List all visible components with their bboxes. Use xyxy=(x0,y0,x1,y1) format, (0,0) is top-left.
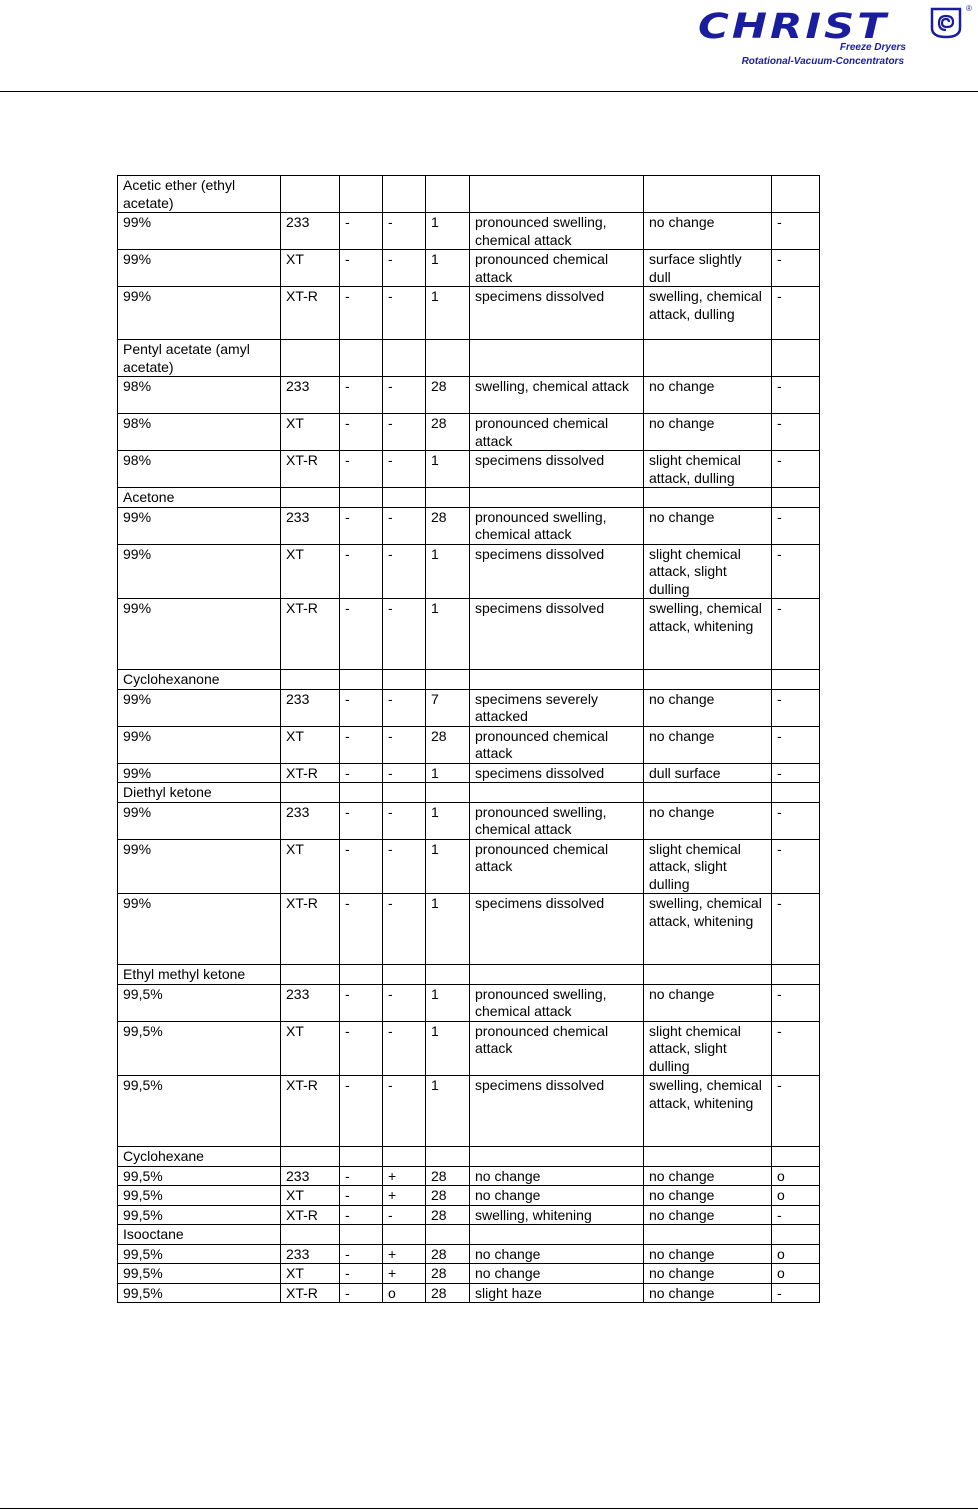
empty-cell xyxy=(772,1225,820,1245)
cell-rating: - xyxy=(772,250,820,287)
empty-cell xyxy=(644,1225,772,1245)
table-row xyxy=(118,507,820,544)
empty-cell xyxy=(281,783,340,803)
page-header xyxy=(0,0,978,92)
cell-col-a: - xyxy=(340,287,383,340)
cell-col-a: - xyxy=(340,377,383,414)
cell-effect-2: no change xyxy=(644,984,772,1021)
cell-effect-2: no change xyxy=(644,1264,772,1284)
cell-col-b: - xyxy=(383,414,426,451)
table-row xyxy=(118,451,820,488)
empty-cell xyxy=(281,1147,340,1167)
cell-col-b: - xyxy=(383,451,426,488)
empty-cell xyxy=(383,965,426,985)
table-row xyxy=(118,1076,820,1147)
cell-concentration: 99,5% xyxy=(118,1244,281,1264)
cell-rating: - xyxy=(772,763,820,783)
cell-col-a: - xyxy=(340,1244,383,1264)
cell-concentration: 99% xyxy=(118,250,281,287)
empty-cell xyxy=(383,176,426,213)
empty-cell xyxy=(383,783,426,803)
empty-cell xyxy=(281,670,340,690)
cell-effect-1: specimens dissolved xyxy=(470,544,644,599)
cell-effect-2: no change xyxy=(644,1244,772,1264)
cell-material: XT xyxy=(281,414,340,451)
table-row xyxy=(118,802,820,839)
cell-material: 233 xyxy=(281,1244,340,1264)
cell-concentration: 99% xyxy=(118,763,281,783)
empty-cell xyxy=(340,488,383,508)
cell-concentration: 99,5% xyxy=(118,1186,281,1206)
cell-col-a: - xyxy=(340,1186,383,1206)
empty-cell xyxy=(644,1147,772,1167)
cell-concentration: 99,5% xyxy=(118,1264,281,1284)
cell-effect-2: no change xyxy=(644,1205,772,1225)
table-row xyxy=(118,599,820,670)
empty-cell xyxy=(470,488,644,508)
cell-concentration: 99% xyxy=(118,894,281,965)
cell-concentration: 99% xyxy=(118,689,281,726)
cell-material: XT-R xyxy=(281,451,340,488)
christ-logo xyxy=(690,4,978,70)
empty-cell xyxy=(644,670,772,690)
cell-effect-1: pronounced chemical attack xyxy=(470,726,644,763)
table-row xyxy=(118,839,820,894)
cell-col-b: - xyxy=(383,287,426,340)
substance-header-row xyxy=(118,176,820,213)
cell-material: XT-R xyxy=(281,1205,340,1225)
empty-cell xyxy=(644,783,772,803)
empty-cell xyxy=(340,176,383,213)
cell-col-b: + xyxy=(383,1166,426,1186)
cell-material: 233 xyxy=(281,984,340,1021)
cell-material: XT xyxy=(281,1264,340,1284)
cell-days: 1 xyxy=(426,599,470,670)
empty-cell xyxy=(426,670,470,690)
empty-cell xyxy=(340,670,383,690)
cell-rating: o xyxy=(772,1244,820,1264)
cell-concentration: 99% xyxy=(118,839,281,894)
empty-cell xyxy=(470,783,644,803)
brand-name: CHRIST xyxy=(698,6,889,47)
empty-cell xyxy=(383,1147,426,1167)
empty-cell xyxy=(644,965,772,985)
empty-cell xyxy=(281,488,340,508)
empty-cell xyxy=(281,965,340,985)
substance-name: Isooctane xyxy=(118,1225,281,1245)
cell-col-b: - xyxy=(383,377,426,414)
substance-header-row xyxy=(118,340,820,377)
cell-col-b: + xyxy=(383,1264,426,1284)
cell-col-b: - xyxy=(383,894,426,965)
cell-col-b: - xyxy=(383,250,426,287)
cell-effect-2: no change xyxy=(644,414,772,451)
cell-material: XT-R xyxy=(281,763,340,783)
empty-cell xyxy=(426,1147,470,1167)
cell-effect-2: no change xyxy=(644,507,772,544)
cell-effect-2: surface slightly dull xyxy=(644,250,772,287)
table-row xyxy=(118,1166,820,1186)
cell-days: 28 xyxy=(426,1186,470,1206)
cell-col-b: - xyxy=(383,763,426,783)
empty-cell xyxy=(470,1147,644,1167)
cell-rating: - xyxy=(772,1076,820,1147)
substance-name: Cyclohexanone xyxy=(118,670,281,690)
cell-concentration: 98% xyxy=(118,414,281,451)
cell-effect-1: no change xyxy=(470,1166,644,1186)
substance-header-row xyxy=(118,965,820,985)
empty-cell xyxy=(426,340,470,377)
empty-cell xyxy=(281,1225,340,1245)
cell-effect-2: slight chemical attack, slight dulling xyxy=(644,1021,772,1076)
cell-col-a: - xyxy=(340,1021,383,1076)
cell-effect-1: swelling, whitening xyxy=(470,1205,644,1225)
cell-rating: - xyxy=(772,213,820,250)
cell-days: 28 xyxy=(426,507,470,544)
empty-cell xyxy=(383,1225,426,1245)
cell-effect-1: swelling, chemical attack xyxy=(470,377,644,414)
cell-col-a: - xyxy=(340,763,383,783)
cell-col-a: - xyxy=(340,1166,383,1186)
cell-days: 1 xyxy=(426,984,470,1021)
cell-material: 233 xyxy=(281,1166,340,1186)
cell-col-b: - xyxy=(383,507,426,544)
cell-rating: - xyxy=(772,507,820,544)
cell-days: 28 xyxy=(426,1264,470,1284)
empty-cell xyxy=(644,340,772,377)
cell-concentration: 99,5% xyxy=(118,1205,281,1225)
empty-cell xyxy=(772,1147,820,1167)
cell-days: 1 xyxy=(426,1021,470,1076)
cell-effect-2: no change xyxy=(644,213,772,250)
table-row xyxy=(118,213,820,250)
cell-effect-1: no change xyxy=(470,1186,644,1206)
empty-cell xyxy=(426,965,470,985)
cell-effect-2: slight chemical attack, slight dulling xyxy=(644,839,772,894)
cell-effect-1: pronounced chemical attack xyxy=(470,1021,644,1076)
empty-cell xyxy=(772,488,820,508)
cell-days: 28 xyxy=(426,726,470,763)
table-row xyxy=(118,763,820,783)
cell-days: 1 xyxy=(426,894,470,965)
empty-cell xyxy=(644,176,772,213)
cell-rating: - xyxy=(772,599,820,670)
cell-effect-1: pronounced swelling, chemical attack xyxy=(470,507,644,544)
cell-rating: - xyxy=(772,894,820,965)
empty-cell xyxy=(340,965,383,985)
cell-col-b: - xyxy=(383,689,426,726)
substance-header-row xyxy=(118,783,820,803)
cell-effect-1: pronounced chemical attack xyxy=(470,250,644,287)
cell-col-b: - xyxy=(383,839,426,894)
cell-concentration: 99,5% xyxy=(118,1076,281,1147)
cell-col-b: - xyxy=(383,544,426,599)
cell-concentration: 99% xyxy=(118,213,281,250)
empty-cell xyxy=(281,340,340,377)
cell-effect-2: no change xyxy=(644,1186,772,1206)
cell-concentration: 99,5% xyxy=(118,1283,281,1303)
cell-col-a: - xyxy=(340,544,383,599)
empty-cell xyxy=(470,176,644,213)
cell-concentration: 98% xyxy=(118,377,281,414)
cell-material: XT xyxy=(281,250,340,287)
table-row xyxy=(118,1021,820,1076)
empty-cell xyxy=(340,783,383,803)
table-row xyxy=(118,1283,820,1303)
table-row xyxy=(118,287,820,340)
cell-col-b: - xyxy=(383,213,426,250)
cell-rating: - xyxy=(772,1021,820,1076)
cell-days: 28 xyxy=(426,1166,470,1186)
table-row xyxy=(118,1205,820,1225)
empty-cell xyxy=(470,670,644,690)
cell-concentration: 99,5% xyxy=(118,1166,281,1186)
cell-concentration: 99% xyxy=(118,802,281,839)
cell-col-b: o xyxy=(383,1283,426,1303)
cell-col-b: - xyxy=(383,599,426,670)
empty-cell xyxy=(383,670,426,690)
cell-rating: - xyxy=(772,1205,820,1225)
cell-rating: - xyxy=(772,1283,820,1303)
cell-effect-2: no change xyxy=(644,1283,772,1303)
swirl-logo-icon xyxy=(928,6,964,40)
substance-name: Ethyl methyl ketone xyxy=(118,965,281,985)
empty-cell xyxy=(281,176,340,213)
cell-material: 233 xyxy=(281,689,340,726)
empty-cell xyxy=(772,965,820,985)
cell-effect-1: no change xyxy=(470,1264,644,1284)
cell-material: XT-R xyxy=(281,894,340,965)
substance-name: Cyclohexane xyxy=(118,1147,281,1167)
cell-concentration: 99,5% xyxy=(118,984,281,1021)
cell-effect-2: swelling, chemical attack, dulling xyxy=(644,287,772,340)
substance-header-row xyxy=(118,1147,820,1167)
cell-col-a: - xyxy=(340,802,383,839)
table-row xyxy=(118,984,820,1021)
cell-material: XT xyxy=(281,1021,340,1076)
cell-col-a: - xyxy=(340,599,383,670)
cell-col-b: - xyxy=(383,726,426,763)
header-divider xyxy=(0,91,978,92)
cell-effect-1: specimens dissolved xyxy=(470,287,644,340)
cell-effect-2: swelling, chemical attack, whitening xyxy=(644,1076,772,1147)
cell-effect-1: pronounced chemical attack xyxy=(470,839,644,894)
cell-days: 1 xyxy=(426,544,470,599)
cell-material: 233 xyxy=(281,213,340,250)
empty-cell xyxy=(426,783,470,803)
cell-concentration: 99,5% xyxy=(118,1021,281,1076)
cell-col-b: + xyxy=(383,1244,426,1264)
empty-cell xyxy=(644,488,772,508)
cell-col-a: - xyxy=(340,1205,383,1225)
cell-days: 1 xyxy=(426,839,470,894)
registered-mark: ® xyxy=(966,4,972,13)
cell-rating: - xyxy=(772,839,820,894)
cell-material: XT-R xyxy=(281,287,340,340)
cell-effect-2: no change xyxy=(644,726,772,763)
cell-effect-2: no change xyxy=(644,802,772,839)
cell-material: 233 xyxy=(281,802,340,839)
cell-material: 233 xyxy=(281,507,340,544)
cell-effect-1: specimens severely attacked xyxy=(470,689,644,726)
empty-cell xyxy=(470,1225,644,1245)
cell-col-a: - xyxy=(340,250,383,287)
cell-effect-2: no change xyxy=(644,1166,772,1186)
cell-material: XT xyxy=(281,1186,340,1206)
cell-col-a: - xyxy=(340,984,383,1021)
brand-tagline-concentrators: Rotational-Vacuum-Concentrators xyxy=(741,56,904,67)
cell-col-a: - xyxy=(340,414,383,451)
substance-name: Pentyl acetate (amyl acetate) xyxy=(118,340,281,377)
cell-rating: - xyxy=(772,377,820,414)
substance-name: Acetone xyxy=(118,488,281,508)
empty-cell xyxy=(772,670,820,690)
cell-col-b: - xyxy=(383,984,426,1021)
cell-effect-1: slight haze xyxy=(470,1283,644,1303)
cell-concentration: 99% xyxy=(118,507,281,544)
empty-cell xyxy=(426,176,470,213)
cell-rating: - xyxy=(772,414,820,451)
cell-days: 1 xyxy=(426,250,470,287)
cell-col-a: - xyxy=(340,507,383,544)
cell-days: 7 xyxy=(426,689,470,726)
cell-rating: o xyxy=(772,1166,820,1186)
table-row xyxy=(118,1186,820,1206)
chemical-resistance-table xyxy=(117,175,820,1303)
cell-material: 233 xyxy=(281,377,340,414)
cell-concentration: 99% xyxy=(118,599,281,670)
cell-concentration: 99% xyxy=(118,287,281,340)
cell-col-a: - xyxy=(340,839,383,894)
table-row xyxy=(118,414,820,451)
empty-cell xyxy=(383,488,426,508)
table-row xyxy=(118,894,820,965)
table-row xyxy=(118,726,820,763)
empty-cell xyxy=(470,965,644,985)
cell-material: XT xyxy=(281,726,340,763)
cell-days: 1 xyxy=(426,287,470,340)
footer-divider xyxy=(0,1508,978,1509)
empty-cell xyxy=(772,783,820,803)
cell-effect-2: slight chemical attack, slight dulling xyxy=(644,544,772,599)
cell-col-a: - xyxy=(340,1283,383,1303)
cell-col-a: - xyxy=(340,451,383,488)
cell-effect-2: slight chemical attack, dulling xyxy=(644,451,772,488)
empty-cell xyxy=(426,1225,470,1245)
cell-effect-1: specimens dissolved xyxy=(470,763,644,783)
table-row xyxy=(118,377,820,414)
cell-concentration: 99% xyxy=(118,544,281,599)
cell-effect-1: specimens dissolved xyxy=(470,599,644,670)
empty-cell xyxy=(340,340,383,377)
cell-effect-1: no change xyxy=(470,1244,644,1264)
cell-effect-2: no change xyxy=(644,377,772,414)
empty-cell xyxy=(426,488,470,508)
cell-days: 28 xyxy=(426,1205,470,1225)
cell-material: XT-R xyxy=(281,1076,340,1147)
cell-effect-1: specimens dissolved xyxy=(470,894,644,965)
cell-days: 28 xyxy=(426,377,470,414)
cell-rating: o xyxy=(772,1186,820,1206)
cell-col-a: - xyxy=(340,1076,383,1147)
empty-cell xyxy=(772,176,820,213)
cell-effect-1: pronounced swelling, chemical attack xyxy=(470,984,644,1021)
table-row xyxy=(118,544,820,599)
cell-days: 28 xyxy=(426,1244,470,1264)
cell-rating: - xyxy=(772,451,820,488)
cell-col-b: + xyxy=(383,1186,426,1206)
substance-name: Diethyl ketone xyxy=(118,783,281,803)
empty-cell xyxy=(470,340,644,377)
cell-col-a: - xyxy=(340,689,383,726)
cell-effect-1: pronounced chemical attack xyxy=(470,414,644,451)
cell-effect-2: dull surface xyxy=(644,763,772,783)
cell-rating: - xyxy=(772,802,820,839)
cell-material: XT-R xyxy=(281,599,340,670)
cell-col-b: - xyxy=(383,1021,426,1076)
substance-header-row xyxy=(118,488,820,508)
cell-col-b: - xyxy=(383,1205,426,1225)
cell-material: XT xyxy=(281,544,340,599)
cell-col-a: - xyxy=(340,894,383,965)
cell-days: 1 xyxy=(426,763,470,783)
cell-effect-2: no change xyxy=(644,689,772,726)
cell-col-a: - xyxy=(340,726,383,763)
cell-col-b: - xyxy=(383,802,426,839)
cell-rating: - xyxy=(772,689,820,726)
cell-rating: - xyxy=(772,287,820,340)
empty-cell xyxy=(772,340,820,377)
substance-header-row xyxy=(118,1225,820,1245)
empty-cell xyxy=(383,340,426,377)
empty-cell xyxy=(340,1225,383,1245)
substance-name: Acetic ether (ethyl acetate) xyxy=(118,176,281,213)
table-row xyxy=(118,1244,820,1264)
cell-col-b: - xyxy=(383,1076,426,1147)
brand-tagline-freeze-dryers: Freeze Dryers xyxy=(839,42,906,53)
cell-days: 1 xyxy=(426,451,470,488)
cell-material: XT-R xyxy=(281,1283,340,1303)
cell-days: 1 xyxy=(426,213,470,250)
cell-rating: - xyxy=(772,984,820,1021)
cell-rating: - xyxy=(772,544,820,599)
cell-col-a: - xyxy=(340,213,383,250)
cell-effect-1: specimens dissolved xyxy=(470,451,644,488)
empty-cell xyxy=(340,1147,383,1167)
cell-effect-2: swelling, chemical attack, whitening xyxy=(644,894,772,965)
cell-rating: - xyxy=(772,726,820,763)
cell-effect-2: swelling, chemical attack, whitening xyxy=(644,599,772,670)
cell-material: XT xyxy=(281,839,340,894)
cell-concentration: 98% xyxy=(118,451,281,488)
cell-concentration: 99% xyxy=(118,726,281,763)
substance-header-row xyxy=(118,670,820,690)
cell-days: 28 xyxy=(426,1283,470,1303)
cell-days: 28 xyxy=(426,414,470,451)
cell-effect-1: pronounced swelling, chemical attack xyxy=(470,802,644,839)
table-row xyxy=(118,1264,820,1284)
cell-effect-1: pronounced swelling, chemical attack xyxy=(470,213,644,250)
table-row xyxy=(118,250,820,287)
cell-effect-1: specimens dissolved xyxy=(470,1076,644,1147)
cell-col-a: - xyxy=(340,1264,383,1284)
cell-days: 1 xyxy=(426,1076,470,1147)
cell-rating: o xyxy=(772,1264,820,1284)
table-row xyxy=(118,689,820,726)
cell-days: 1 xyxy=(426,802,470,839)
